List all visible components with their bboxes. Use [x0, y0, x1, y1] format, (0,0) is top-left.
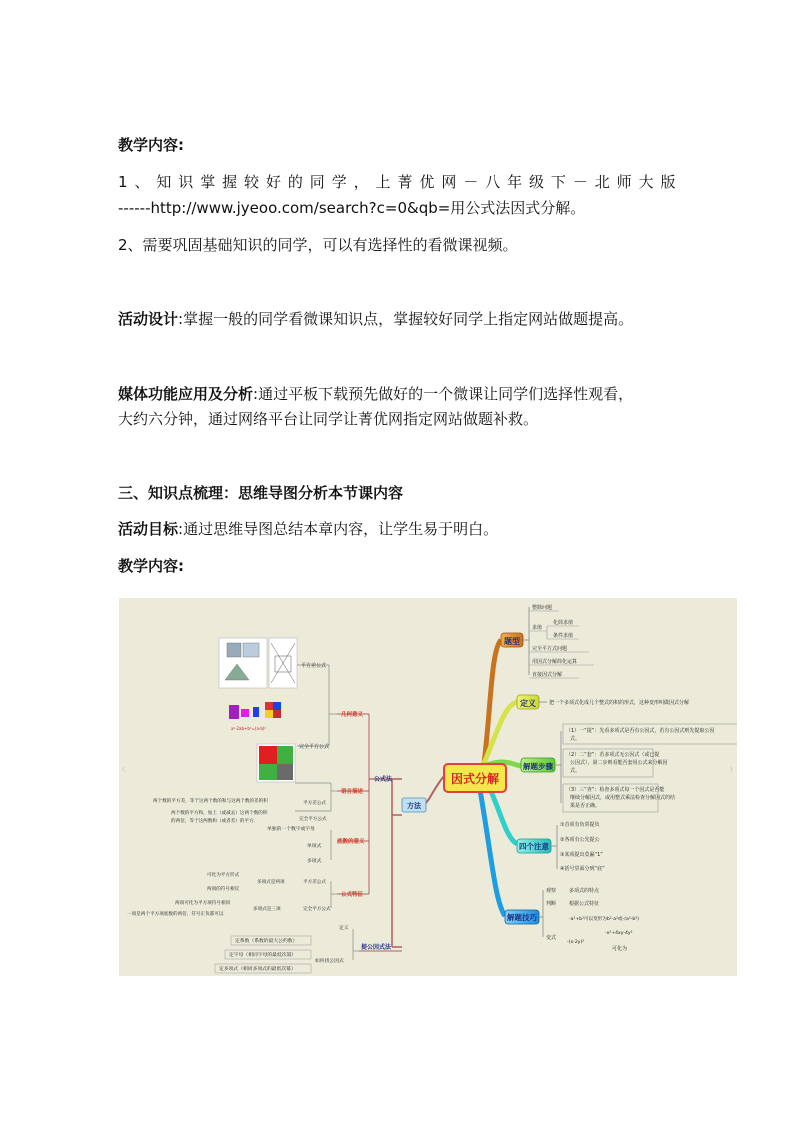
tg-item-2: 定字母（相同字母的最低次幂）	[229, 953, 297, 958]
zhuyi-item-1: ①首项有负常提负	[560, 822, 600, 828]
tz-wq-a: 多项式是三项	[253, 907, 281, 912]
jihe-pfc: 平方差公式	[301, 663, 327, 669]
zhuyi-item-4: ④括号里面分到“底”	[560, 866, 605, 872]
buzhou-2a: （2）二“套”：若多项式无公因式（或已提	[566, 752, 660, 758]
yuyan-wq-text-1: 两个数的平方和，加上（或减去）这两个数的积	[171, 811, 268, 816]
geometry-thumbnails	[219, 638, 297, 782]
yuyan-pfc-text: 两个数的平方差，等于这两个数的和与这两个数的差的积	[153, 799, 268, 804]
buzhou-1a: （1）一“提”：先看多项式是否有公因式，若有公因式则先提取公因	[566, 728, 715, 734]
item-1-line-1: 1、知识掌握较好的同学，上菁优网－八年级下－北师大版	[118, 173, 676, 191]
item-2: 2、需要巩固基础知识的同学，可以有选择性的看微课视频。	[118, 236, 518, 254]
buzhou-2b: 公因式），第二步则看能否套用公式来分解因	[570, 760, 668, 766]
activity-design	[118, 308, 633, 330]
yuyan-pfc-label: 平方差公式	[303, 801, 326, 806]
mind-map-figure	[119, 598, 737, 976]
jiqiao-label: 解题技巧	[507, 913, 537, 922]
jiqiao-formula-2: -x²+4xy-4y²	[605, 931, 633, 936]
media-label: 媒体功能应用及分析	[118, 385, 254, 403]
buzhou-3a: （3）三“查”：检查多项式每一个因式是否能	[566, 787, 665, 793]
dingyi-text: 把一个多项式化成几个整式的积的形式，这种变形叫做因式分解	[549, 700, 690, 706]
section-3-title: 三、知识点梳理：思维导图分析本节课内容	[118, 484, 404, 502]
goal-label: 活动目标	[118, 520, 179, 538]
goal-text: :通过思维导图总结本章内容，让学生易于明白。	[178, 520, 499, 538]
buzhou-3b: 继续分解因式，或用整式乘法检查分解因式的结	[570, 795, 676, 801]
activity-label: 活动设计	[118, 310, 179, 328]
zhuyi-label: 四个注意	[519, 842, 549, 851]
tz-pfc-c: 两项的符号相反	[207, 887, 240, 892]
jihe-wq: 完全平方公式	[299, 744, 330, 750]
buzhou-2c: 式。	[570, 768, 581, 774]
yuyan-wq-text-2: 的两倍，等于这两数和（或者差）的平方．	[171, 819, 259, 824]
content-heading-2: 教学内容:	[118, 557, 184, 575]
tixing-item-7: 直接因式分解	[532, 672, 563, 678]
tigong-label: 提公因式法	[361, 944, 392, 951]
tz-wq-c: 一项是两个平方项底数的两倍，符号正负都可以	[127, 912, 224, 917]
dishu-item-2: 单项式	[307, 844, 322, 849]
tixing-item-5: 完全平方式问题	[532, 646, 568, 652]
jiqiao-formula-1: -a²+b²可以变形为b²-a²或-(a²-b²)	[569, 917, 639, 922]
media-text-1: :通过平板下载预先做好的一个微课让同学们选择性观看，	[253, 385, 634, 403]
jiqiao-observe: 观察	[546, 888, 557, 894]
activity-text: :掌握一般的同学看微课知识点，掌握较好同学上指定网站做题提高。	[178, 310, 634, 328]
tz-pfc-label: 平方差公式	[303, 880, 326, 885]
content-heading-1: 教学内容:	[118, 136, 184, 154]
jiqiao-observe-what: 多项式的特点	[569, 888, 600, 894]
tixing-item-1: 整除问题	[532, 605, 553, 611]
tixing-item-4: 条件求值	[553, 633, 574, 639]
tz-pfc-b: 可化为平方形式	[207, 873, 240, 878]
jiqiao-formula-3: -(x-2y)²	[567, 940, 585, 945]
tixing-item-3: 化简求值	[553, 620, 574, 626]
jihe-label: 几何意义	[341, 712, 364, 718]
item-1-line-2: ------http://www.jyeoo.com/search?c=0&qb=用公式法因式分解。	[118, 199, 586, 217]
jiqiao-judge: 判断	[546, 901, 557, 907]
gongshifa-label: 公式法	[374, 776, 393, 783]
tixing-item-2: 求值	[532, 625, 543, 631]
jiqiao-judge-what: 根据公式特征	[569, 901, 600, 907]
mind-map-svg	[119, 598, 737, 976]
buzhou-label: 解题步骤	[523, 762, 553, 771]
dishu-label: 底数的意义	[337, 839, 365, 845]
tg-ruhe: 如何找公因式	[315, 959, 344, 964]
dishu-item-1: 单独的一个数字或字母	[267, 827, 315, 832]
buzhou-1b: 式。	[570, 736, 581, 742]
media-analysis-line-2: 大约六分钟，通过网络平台让同学让菁优网指定网站做题补救。	[118, 410, 539, 428]
jiqiao-transform: 变式	[546, 935, 557, 941]
tg-dingyi: 定义	[339, 926, 349, 931]
dingyi-label: 定义	[520, 699, 536, 708]
prev-arrow-icon: ‹	[121, 762, 126, 776]
next-arrow-icon: ›	[729, 762, 734, 776]
yuyan-label: 语言描述	[341, 789, 364, 795]
media-analysis-line-1	[118, 383, 633, 405]
center-label: 因式分解	[450, 772, 500, 786]
zhuyi-item-3: ③某项提出莫漏“1”	[560, 852, 603, 858]
zhuyi-item-2: ②各项有公先提公	[560, 837, 600, 843]
buzhou-3c: 果是否正确。	[570, 803, 601, 809]
dishu-item-3: 多项式	[307, 859, 322, 864]
tz-pfc-a: 多项式是两项	[257, 880, 285, 885]
tixing-item-6: 用因式分解简化运算	[532, 659, 578, 665]
tg-item-1: 定系数（系数的最大公约数）	[235, 939, 298, 944]
center-node	[444, 764, 506, 792]
tezheng-label: 公式特征	[341, 892, 364, 898]
tixing-label: 题型	[504, 637, 520, 646]
tg-item-3: 定多项式（相同多项式的最低次幂）	[219, 967, 296, 972]
fangfa-label: 方法	[407, 802, 421, 810]
activity-goal	[118, 518, 498, 540]
jiqiao-can-become: 可化为	[612, 946, 628, 952]
geo-formula: a²-2ab+b²=(a-b)²	[231, 726, 267, 731]
tz-wq-b: 两项可化为平方项符号相同	[175, 901, 231, 906]
yuyan-wq-label: 完全平方公式	[299, 817, 327, 822]
tz-wq-label: 完全平方公式	[303, 907, 331, 912]
